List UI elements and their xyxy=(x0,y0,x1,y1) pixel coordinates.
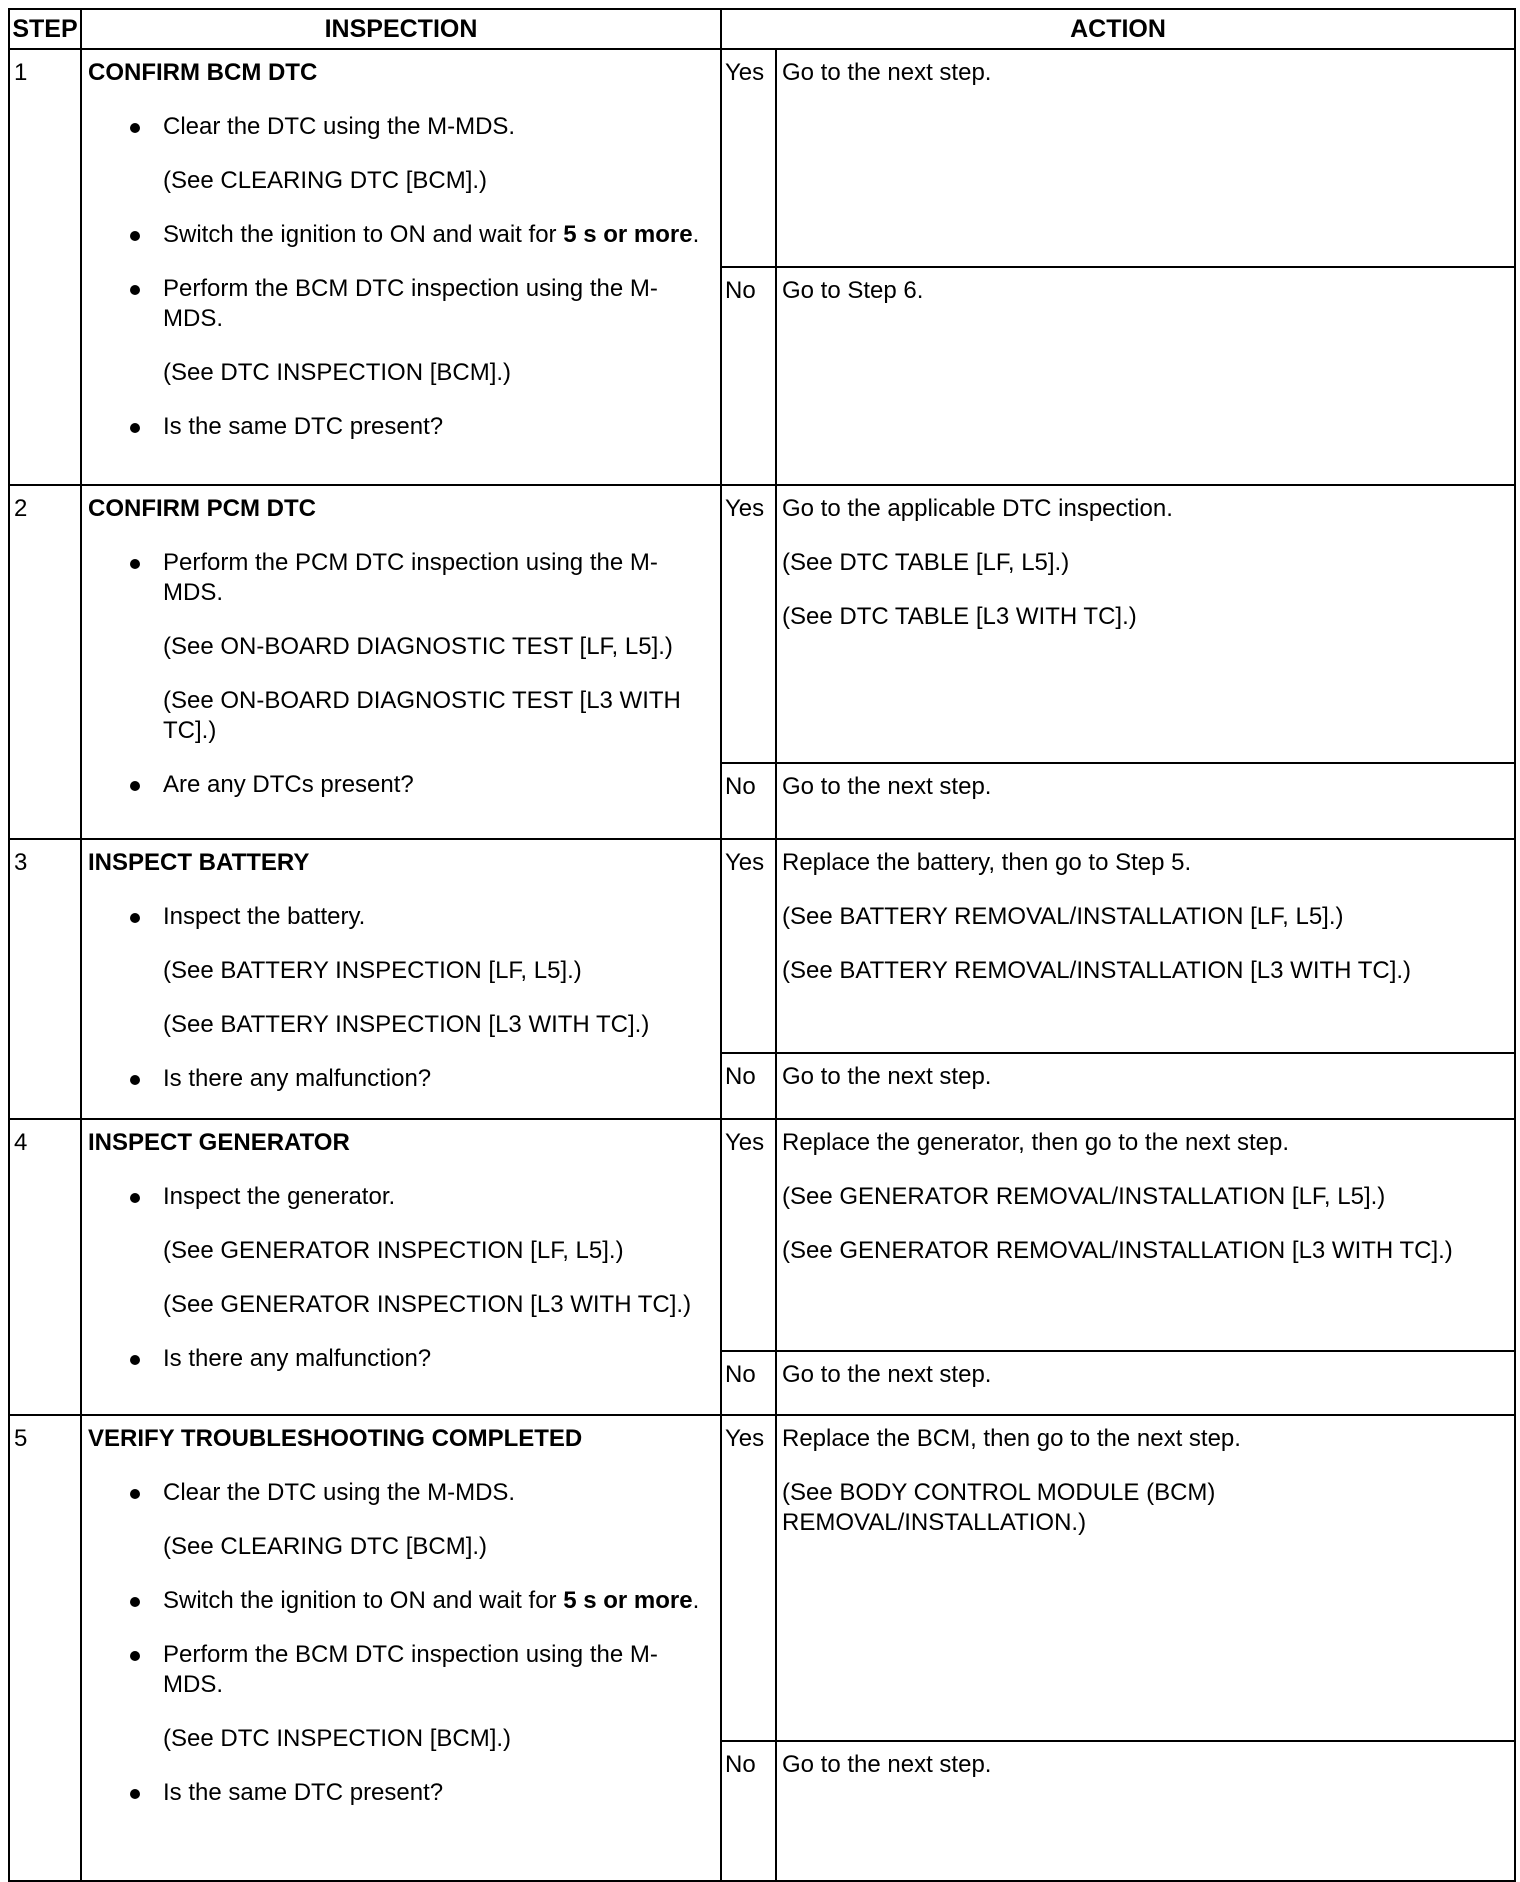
inspection-reference: (See CLEARING DTC [BCM].) xyxy=(163,167,488,194)
step-row-yes xyxy=(9,1119,1515,1351)
step-row-yes xyxy=(9,49,1515,267)
action-line: Replace the battery, then go to Step 5. xyxy=(782,849,1192,876)
inspection-bullet: Clear the DTC using the M-MDS. xyxy=(88,112,710,142)
answer-no: No xyxy=(721,1351,776,1415)
action-yes-cell xyxy=(776,839,1515,1053)
step-number: 3 xyxy=(9,839,81,1119)
action-line: (See DTC TABLE [L3 WITH TC].) xyxy=(782,603,1137,630)
troubleshooting-table xyxy=(8,8,1516,1882)
answer-no: No xyxy=(721,763,776,839)
action-yes-cell xyxy=(776,49,1515,267)
inspection-cell xyxy=(81,839,721,1119)
header-inspection: INSPECTION xyxy=(81,9,721,49)
step-title: CONFIRM BCM DTC xyxy=(88,59,318,86)
inspection-bullet: Is the same DTC present? xyxy=(88,412,710,442)
header-row xyxy=(9,9,1515,49)
inspection-reference: (See GENERATOR INSPECTION [L3 WITH TC].) xyxy=(163,1291,692,1318)
step-number: 1 xyxy=(9,49,81,485)
action-line: Replace the generator, then go to the next step. xyxy=(782,1129,1290,1156)
action-line: Replace the BCM, then go to the next step. xyxy=(782,1425,1241,1452)
inspection-reference: (See CLEARING DTC [BCM].) xyxy=(163,1533,488,1560)
inspection-cell xyxy=(81,1119,721,1415)
action-line: Go to the next step. xyxy=(782,773,992,800)
action-line: (See GENERATOR REMOVAL/INSTALLATION [LF, L5].) xyxy=(782,1183,1386,1210)
inspection-reference: (See ON-BOARD DIAGNOSTIC TEST [LF, L5].) xyxy=(163,633,673,660)
action-line: Go to the next step. xyxy=(782,1751,992,1778)
header-step: STEP xyxy=(9,9,81,49)
inspection-cell xyxy=(81,485,721,839)
answer-yes: Yes xyxy=(721,1415,776,1741)
bullet-suffix: . xyxy=(692,221,700,248)
bullet-text: Switch the ignition to ON and wait for xyxy=(163,1587,564,1614)
action-line: Go to the applicable DTC inspection. xyxy=(782,495,1173,522)
bullet-emphasis: 5 s or more xyxy=(563,1587,693,1614)
inspection-bullet: Is there any malfunction? xyxy=(88,1064,710,1094)
step-row-yes xyxy=(9,1415,1515,1741)
action-line: Go to the next step. xyxy=(782,1063,992,1091)
answer-yes: Yes xyxy=(721,485,776,763)
action-no-cell xyxy=(776,1053,1515,1119)
inspection-reference: (See BATTERY INSPECTION [LF, L5].) xyxy=(163,957,582,984)
inspection-bullet: Inspect the battery. xyxy=(88,902,710,932)
action-no-cell xyxy=(776,1741,1515,1881)
action-yes-cell xyxy=(776,1415,1515,1741)
inspection-bullet xyxy=(88,220,710,250)
step-title: INSPECT BATTERY xyxy=(88,849,310,876)
inspection-reference: (See BATTERY INSPECTION [L3 WITH TC].) xyxy=(163,1011,650,1038)
inspection-cell xyxy=(81,1415,721,1881)
inspection-bullet: Is there any malfunction? xyxy=(88,1344,710,1374)
inspection-reference: (See DTC INSPECTION [BCM].) xyxy=(163,359,512,386)
inspection-bullet: Perform the BCM DTC inspection using the M-MDS. xyxy=(88,1640,710,1700)
inspection-reference: (See GENERATOR INSPECTION [LF, L5].) xyxy=(163,1237,624,1264)
answer-no: No xyxy=(721,1741,776,1881)
action-yes-cell xyxy=(776,1119,1515,1351)
step-number: 5 xyxy=(9,1415,81,1881)
step-row-yes xyxy=(9,485,1515,763)
action-yes-cell xyxy=(776,485,1515,763)
inspection-reference: (See DTC INSPECTION [BCM].) xyxy=(163,1725,512,1752)
step-title: CONFIRM PCM DTC xyxy=(88,495,316,522)
action-no-cell xyxy=(776,763,1515,839)
answer-no: No xyxy=(721,1053,776,1119)
action-line: (See DTC TABLE [LF, L5].) xyxy=(782,549,1070,576)
step-title: VERIFY TROUBLESHOOTING COMPLETED xyxy=(88,1425,583,1452)
action-line: (See GENERATOR REMOVAL/INSTALLATION [L3 WITH TC].) xyxy=(782,1237,1453,1264)
action-line: (See BATTERY REMOVAL/INSTALLATION [LF, L5].) xyxy=(782,903,1344,930)
action-line: (See BATTERY REMOVAL/INSTALLATION [L3 WITH TC].) xyxy=(782,957,1412,984)
inspection-bullet: Are any DTCs present? xyxy=(88,770,710,800)
action-line: Go to Step 6. xyxy=(782,277,924,304)
action-no-cell xyxy=(776,267,1515,485)
answer-yes: Yes xyxy=(721,839,776,1053)
action-line: Go to the next step. xyxy=(782,59,992,86)
inspection-cell xyxy=(81,49,721,485)
step-title: INSPECT GENERATOR xyxy=(88,1129,350,1156)
inspection-reference: (See ON-BOARD DIAGNOSTIC TEST [L3 WITH TC].) xyxy=(163,687,681,744)
inspection-bullet: Inspect the generator. xyxy=(88,1182,710,1212)
answer-yes: Yes xyxy=(721,1119,776,1351)
header-action: ACTION xyxy=(721,9,1515,49)
bullet-emphasis: 5 s or more xyxy=(563,221,693,248)
action-line: (See BODY CONTROL MODULE (BCM) REMOVAL/INSTALLATION.) xyxy=(782,1479,1216,1536)
action-no-cell xyxy=(776,1351,1515,1415)
inspection-bullet: Is the same DTC present? xyxy=(88,1778,710,1808)
inspection-bullet: Clear the DTC using the M-MDS. xyxy=(88,1478,710,1508)
step-number: 2 xyxy=(9,485,81,839)
bullet-text: Switch the ignition to ON and wait for xyxy=(163,221,564,248)
answer-no: No xyxy=(721,267,776,485)
answer-yes: Yes xyxy=(721,49,776,267)
bullet-suffix: . xyxy=(692,1587,700,1614)
inspection-bullet xyxy=(88,1586,710,1616)
step-row-yes xyxy=(9,839,1515,1053)
action-line: Go to the next step. xyxy=(782,1361,992,1388)
inspection-bullet: Perform the BCM DTC inspection using the M-MDS. xyxy=(88,274,710,334)
step-number: 4 xyxy=(9,1119,81,1415)
inspection-bullet: Perform the PCM DTC inspection using the M-MDS. xyxy=(88,548,710,608)
table-body xyxy=(9,49,1515,1881)
